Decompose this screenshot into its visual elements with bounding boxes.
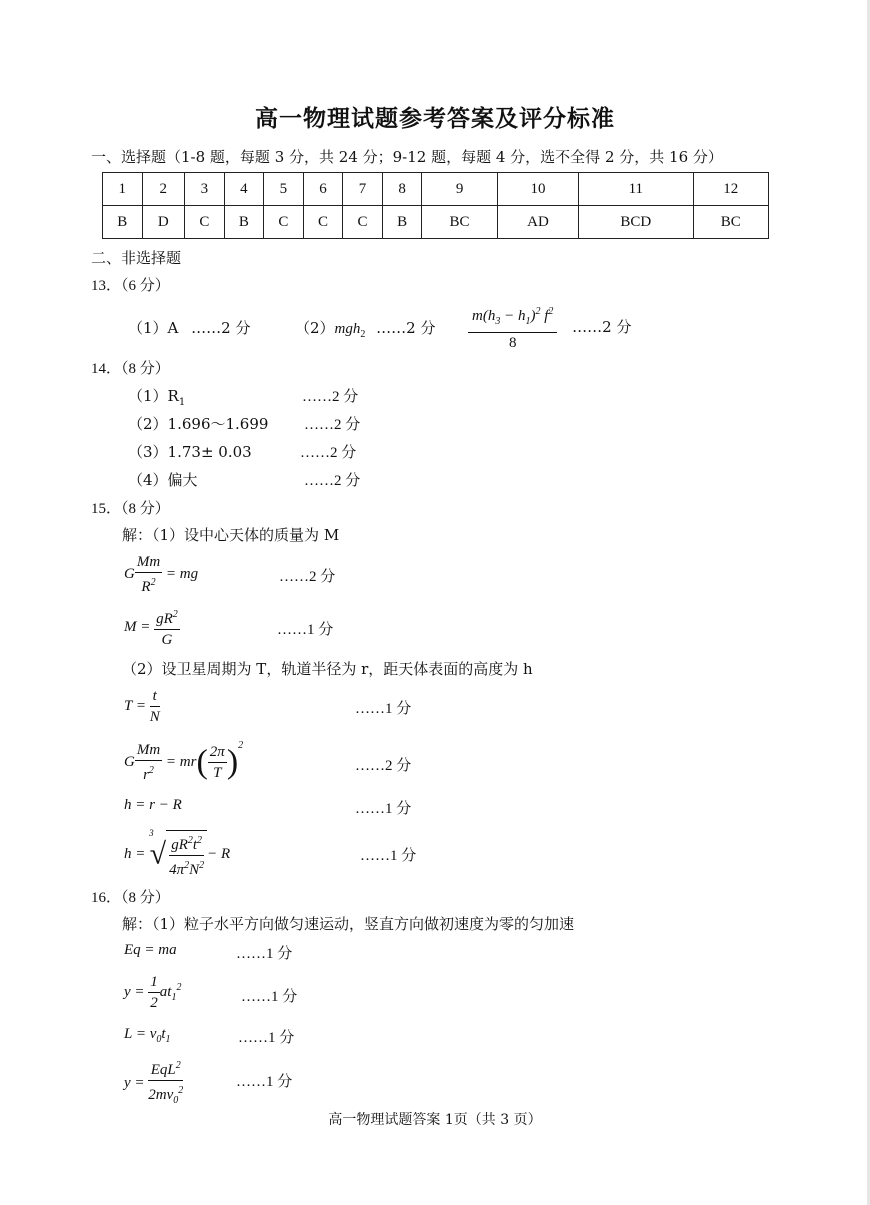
q14-row-score: ……2 分 [304,473,361,489]
q15-eq3: T = $\frac{t}{N}$ [124,688,160,725]
q13-part2-label: （2） [295,319,335,337]
q13-part1-answer: （1）A [128,319,179,337]
q15-score-4: ……2 分 [355,758,412,774]
q16-eq1: Eq = ma [124,942,177,958]
answer-cell: B [382,206,422,239]
q15-eq6: h = $^3$√ $\frac{gR^2t^2}{4\pi^2N^2}$ − R [124,828,231,878]
answer-cell: BC [422,206,497,239]
q15-eq1: G $\frac{Mm}{R^2}$ = mg [124,554,199,595]
question-number-cell: 7 [343,173,383,206]
answer-table-numbers-row [103,173,769,206]
answer-cell: AD [497,206,578,239]
q16-score-3: ……1 分 [238,1030,295,1046]
q14-row [128,469,198,490]
question-number-cell: 5 [264,173,304,206]
question-number-cell: 10 [497,173,578,206]
q16-header: 16．（8 分） [91,890,170,906]
q14-row-label: （1）R [128,387,179,405]
q14-row-label: （4）偏大 [128,471,198,489]
q16-eq3: $L = v_0t_1$ [124,1026,171,1045]
q13-part3-fraction: $\frac{m(h_3 - h_1)^2 f^2}{8}$ [468,302,557,353]
q16-eq4: y = $\frac{EqL^2}{2mv_0^2}$ [124,1056,183,1111]
q13-part1-score: ……2 分 [191,319,251,337]
q15-score-3: ……1 分 [355,701,412,717]
answer-cell: B [103,206,143,239]
q14-row [128,413,268,434]
q16-score-1: ……1 分 [236,946,293,962]
answer-table-answers-row [103,206,769,239]
question-number-cell: 3 [185,173,225,206]
question-number-cell: 2 [142,173,185,206]
answer-cell: B [224,206,264,239]
question-number-cell: 11 [579,173,693,206]
q13-part2-score: ……2 分 [376,319,436,337]
q14-row [128,385,185,408]
answer-cell: C [264,206,304,239]
question-number-cell: 4 [224,173,264,206]
q14-row-subscript: 1 [178,397,186,408]
q15-score-5: ……1 分 [355,801,412,817]
q16-score-4: ……1 分 [236,1074,293,1090]
answer-cell: C [185,206,225,239]
question-number-cell: 9 [422,173,497,206]
section2-heading: 二、非选择题 [91,249,182,267]
page-title: 高一物理试题参考答案及评分标准 [255,106,615,132]
q15-part2: （2）设卫星周期为 T，轨道半径为 r，距天体表面的高度为 h [122,660,533,678]
q15-eq4: G $\frac{Mm}{r^2}$ = mr( $\frac{2\pi}{T}$ )$^2$ [124,740,244,784]
q15-score-1: ……2 分 [279,569,336,585]
q13-header: 13．（6 分） [91,278,170,294]
q16-score-2: ……1 分 [241,989,298,1005]
q13-part2 [295,317,435,340]
q15-intro: 解：（1）设中心天体的质量为 M [122,526,340,544]
q13-part2-sub: 2 [360,329,366,340]
section1-heading: 一、选择题（1-8 题，每题 3 分，共 24 分；9-12 题，每题 4 分，选不全得 2 分，共 16 分） [91,148,723,166]
q13-part3 [468,302,631,353]
q14-row [128,441,252,462]
q15-score-6: ……1 分 [360,848,417,864]
q16-eq2: y = $\frac{1}{2}$ $at_1^2$ [124,974,182,1011]
question-number-cell: 1 [103,173,143,206]
answer-cell: BC [693,206,769,239]
answer-cell: BCD [579,206,693,239]
answer-cell: D [142,206,185,239]
answer-cell: C [343,206,383,239]
q15-header: 15．（8 分） [91,501,170,517]
q14-row-label: （2）1.696～1.699 [128,415,269,433]
q15-score-2: ……1 分 [277,622,334,638]
q14-row-score: ……2 分 [304,417,361,433]
q14-header: 14．（8 分） [91,361,170,377]
page-footer: 高一物理试题答案 1页（共 3 页） [328,1112,542,1128]
answer-table [102,172,769,239]
q15-eq2: M = $\frac{gR^2}{G}$ [124,605,180,650]
q14-row-score: ……2 分 [302,389,359,405]
q14-row-label: （3）1.73± 0.03 [128,443,252,461]
q14-row-score: ……2 分 [300,445,357,461]
q13-part1 [128,317,250,338]
q13-part2-expr: mgh [334,321,361,337]
q13-part3-score: ……2 分 [572,317,632,336]
question-number-cell: 12 [693,173,769,206]
question-number-cell: 8 [382,173,422,206]
q16-intro: 解：（1）粒子水平方向做匀速运动，竖直方向做初速度为零的匀加速 [122,915,575,933]
answer-cell: C [303,206,343,239]
q15-eq5: h = r − R [124,797,182,813]
question-number-cell: 6 [303,173,343,206]
